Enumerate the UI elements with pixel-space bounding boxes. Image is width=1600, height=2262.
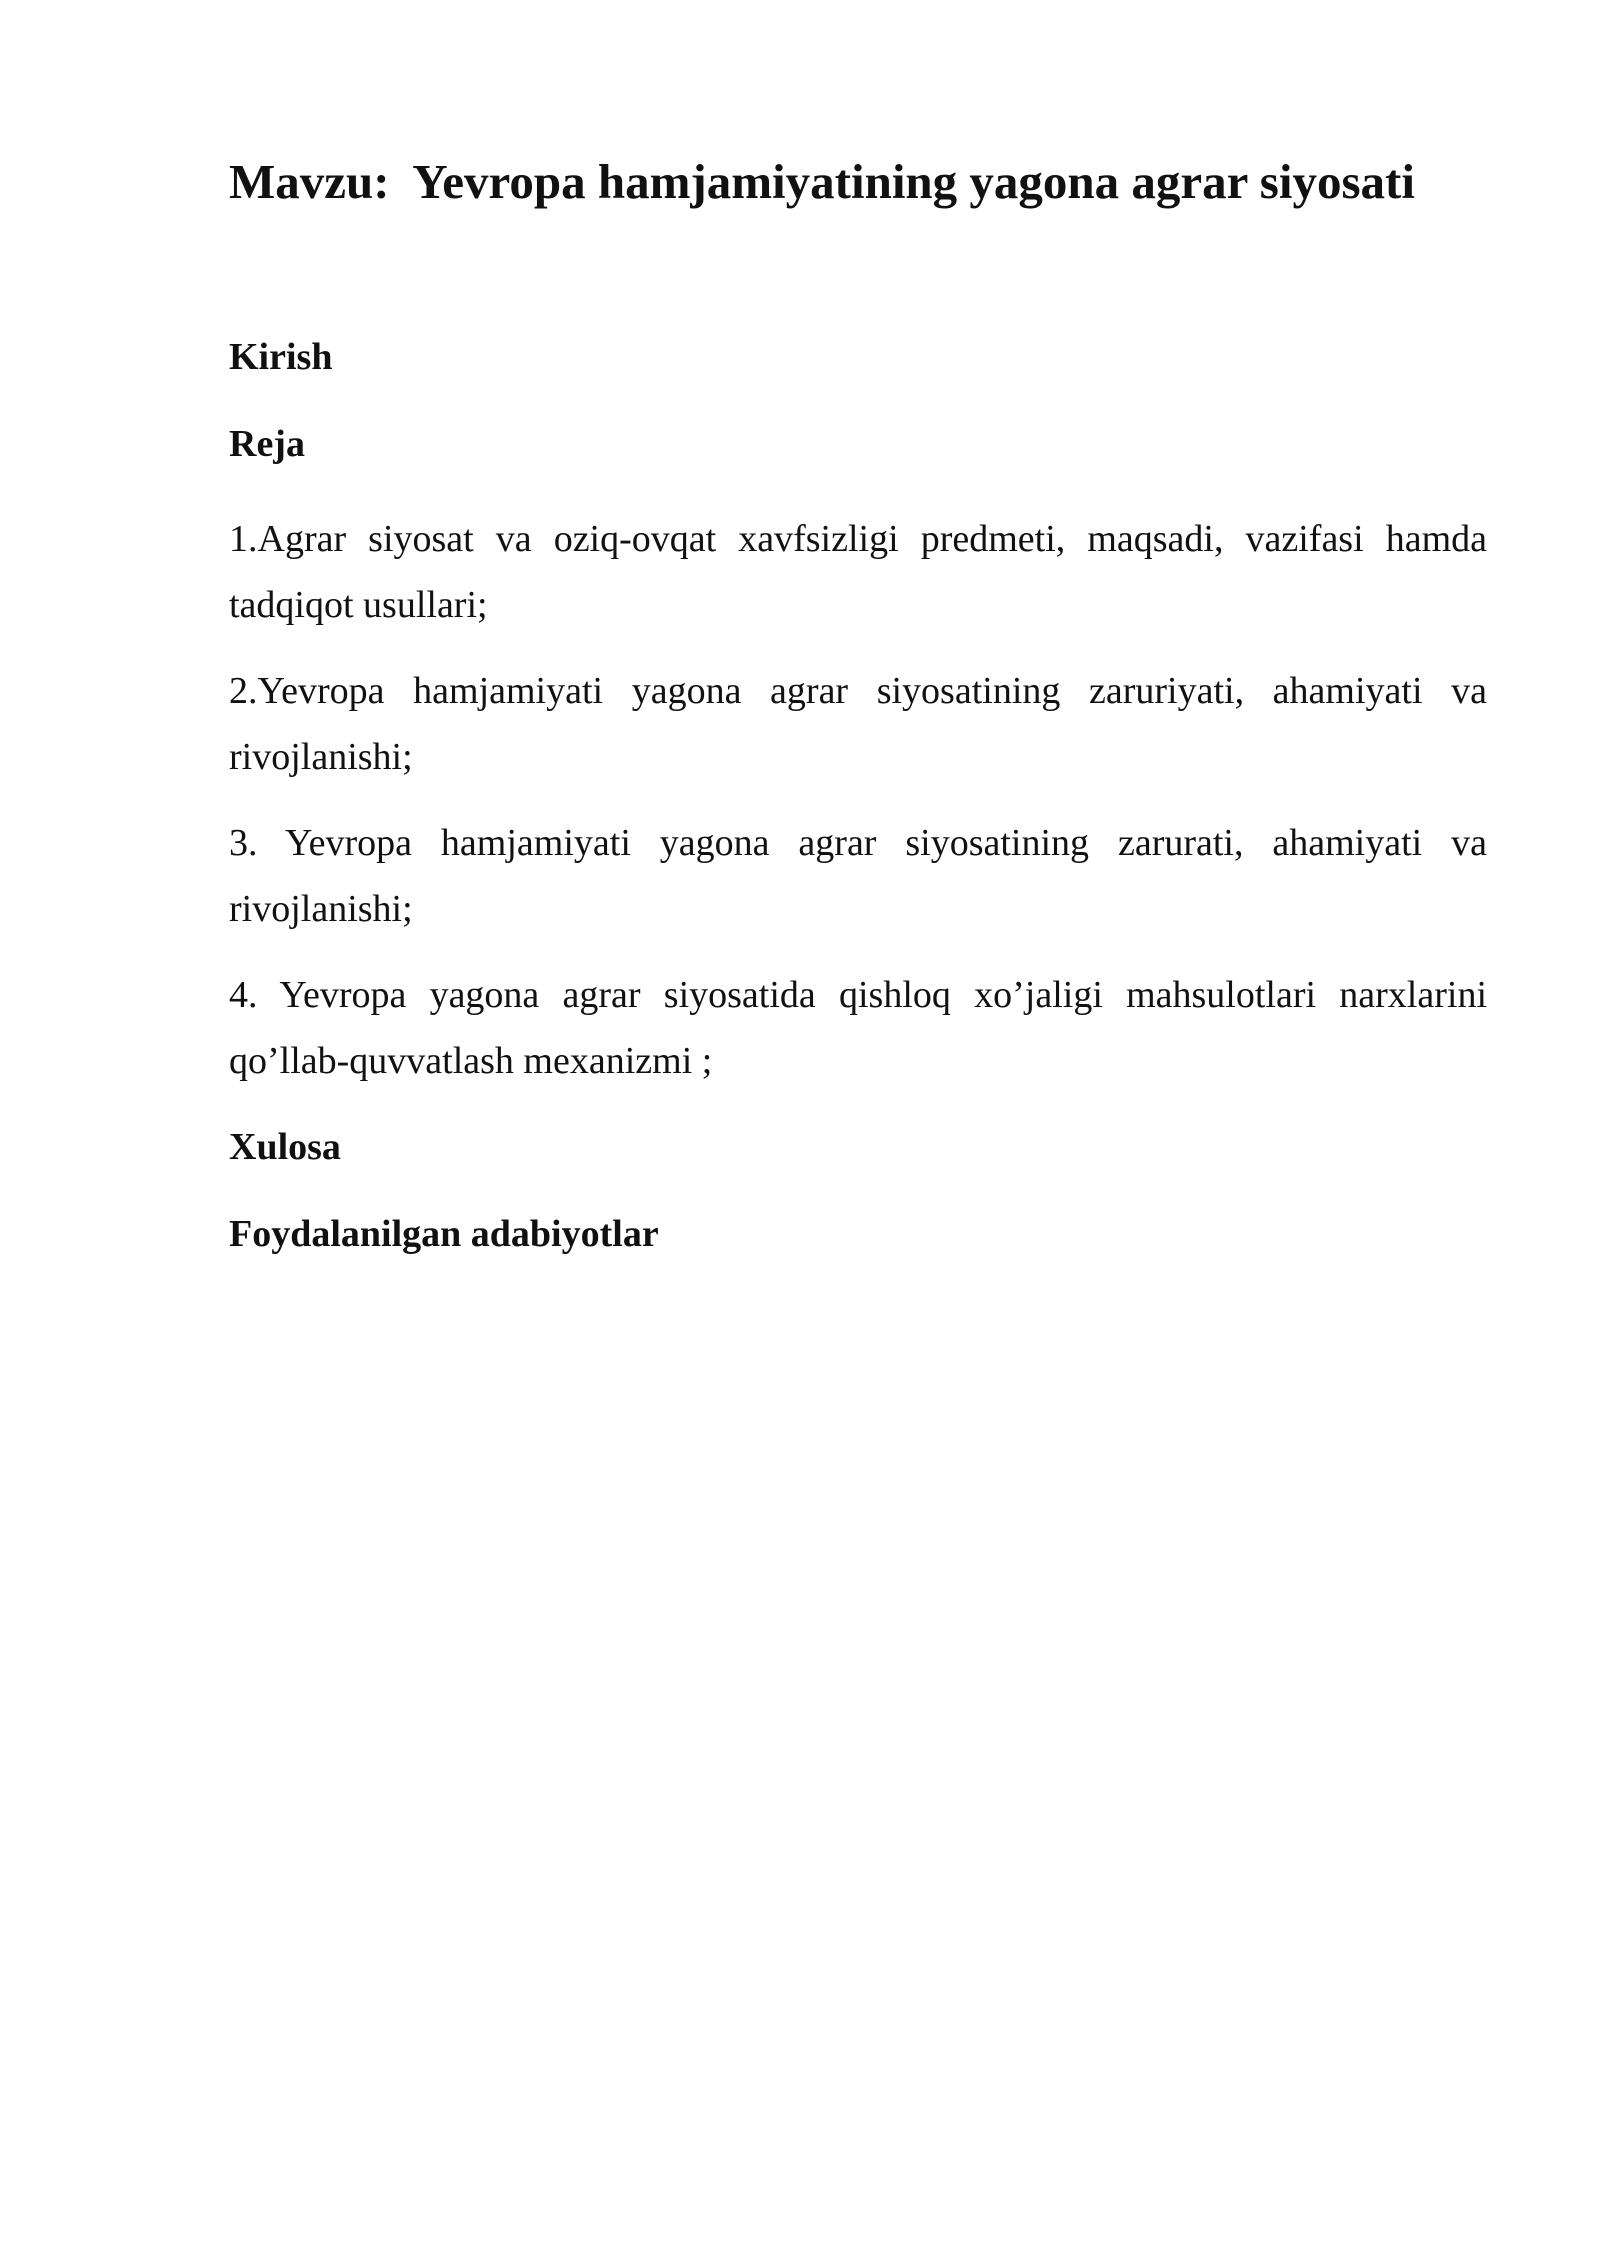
document-title: Mavzu: Yevropa hamjamiyatining yagona agrar siyosati [229, 154, 1415, 209]
conclusion-heading: Xulosa [229, 1126, 341, 1168]
plan-item-1: 1.Agrar siyosat va oziq-ovqat xavfsizligi predmeti, maqsadi, vazifasi hamda tadqiqot usullari; [229, 518, 1487, 626]
plan-heading: Reja [229, 423, 305, 465]
plan-list [229, 506, 1487, 1094]
references-heading: Foydalanilgan adabiyotlar [229, 1213, 659, 1255]
intro-heading: Kirish [229, 336, 333, 378]
plan-item-4: 4. Yevropa yagona agrar siyosatida qishloq xo’jaligi mahsulotlari narxlarini qo’llab-quvvatlash mexanizmi ; [229, 974, 1487, 1082]
plan-item-2: 2.Yevropa hamjamiyati yagona agrar siyosatining zaruriyati, ahamiyati va rivojlanishi; [229, 670, 1487, 778]
document-body [229, 148, 1487, 1259]
plan-item-3: 3. Yevropa hamjamiyati yagona agrar siyosatining zarurati, ahamiyati va rivojlanishi; [229, 822, 1487, 930]
